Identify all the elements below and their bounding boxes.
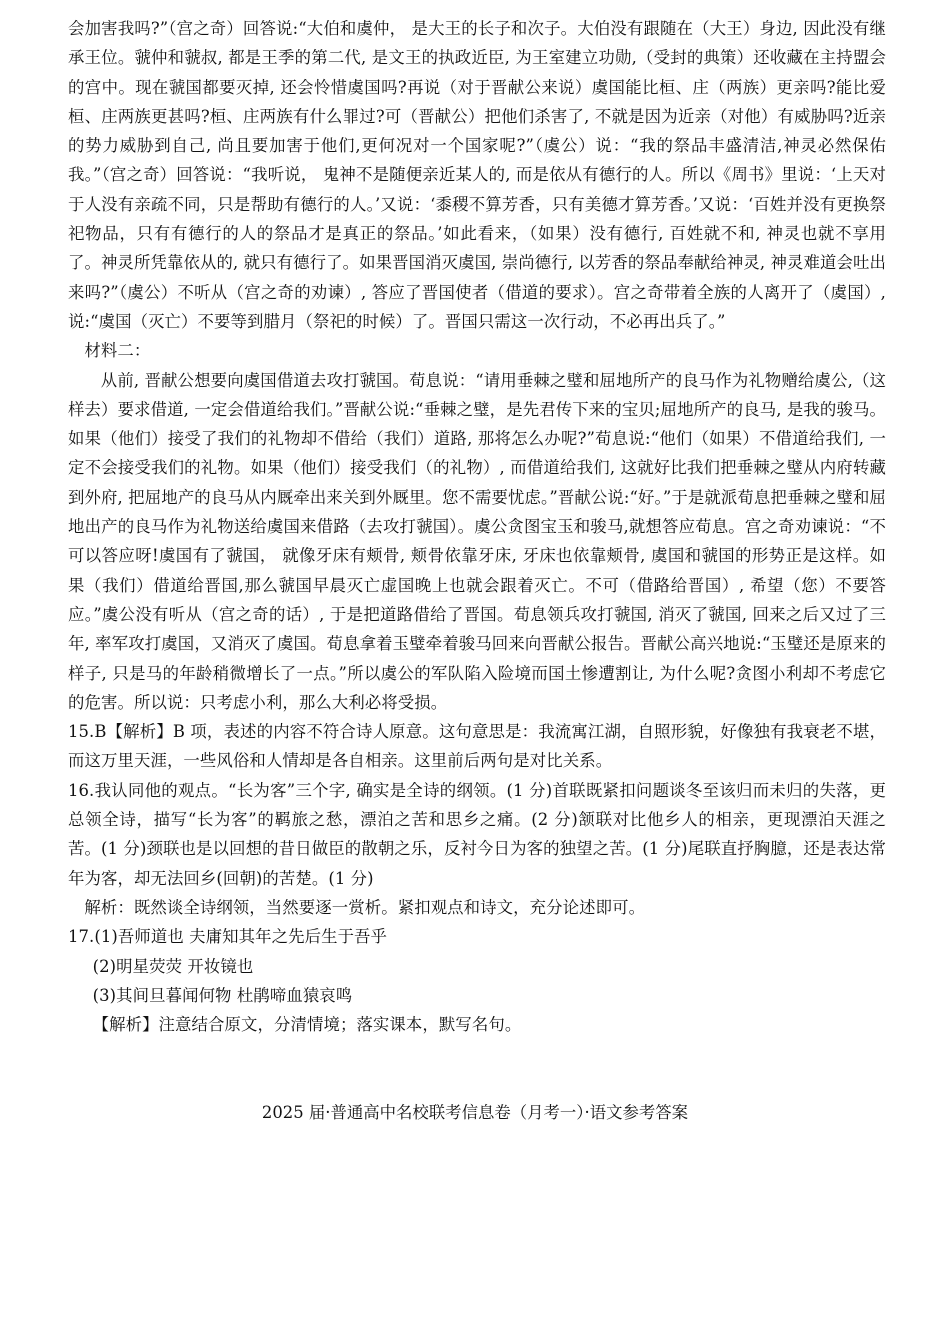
- answer-body: [68, 14, 886, 1039]
- page-footer: 2025 届·普通高中名校联考信息卷（月考一）·语文参考答案: [261, 1103, 689, 1122]
- question-15-answer: 15.B【解析】B 项，表述的内容不符合诗人原意。这句意思是：我流寓江湖，自照形貌，好像独有我衰老不堪，而这万里天涯，一些风俗和人情却是各自相亲。这里前后两句是对比关系。: [68, 722, 886, 771]
- material2-heading: 材料二：: [84, 341, 151, 361]
- material2-translation-paragraph: 从前, 晋献公想要向虞国借道去攻打虢国。荀息说：“请用垂棘之璧和屈地所产的良马作为礼物赠给虞公,（这样去）要求借道, 一定会借道给我们。”晋献公说:“垂棘之璧，是先君传下来的宝贝;屈地所产的良马, 是我的骏马。如果（他们）接受了我们的礼物却不借给（我们）道路, 那将怎么办呢?”荀息说:“他们（如果）不借道给我们, 一定不会接受我们的礼物。如果（他们）接受我们（的礼物）, 而借道给我们, 这就好比我们把垂棘之璧从内府转藏到外府, 把屈地产的良马从内厩牵出来关到外厩里。您不需要忧虑。”晋献公说:“好。”于是就派荀息把垂棘之璧和屈地出产的良马作为礼物送给虞国来借路（去攻打虢国）。虞公贪图宝玉和骏马,就想答应荀息。宫之奇劝谏说：“不可以答应呀!虞国有了虢国， 就像牙床有颊骨, 颊骨依靠牙床, 牙床也依靠颊骨, 虞国和虢国的形势正是这样。如果（我们）借道给晋国,那么虢国早晨灭亡虚国晚上也就会跟着灭亡。不可（借路给晋国）, 希望（您）不要答应。”虞公没有听从（宫之奇的话）, 于是把道路借给了晋国。荀息领兵攻打虢国, 消灭了虢国, 回来之后又过了三年, 率军攻打虞国，又消灭了虞国。荀息拿着玉璧牵着骏马回来向晋献公报告。晋献公高兴地说:“玉璧还是原来的样子, 只是马的年龄稍微增长了一点。”所以虞公的军队陷入险境而国土惨遭割让, 为什么呢?贪图小利却不考虑它的危害。所以说：只考虑小利，那么大利必将受损。: [68, 370, 886, 712]
- question-17-analysis: 【解析】注意结合原文，分清情境；落实课本，默写名句。: [92, 1015, 522, 1035]
- question-17-item-1: 17.(1)吾师道也 夫庸知其年之先后生于吾乎: [68, 927, 388, 947]
- question-17-item-3: (3)其间旦暮闻何物 杜鹃啼血猿哀鸣: [92, 985, 353, 1005]
- question-16-analysis: 解析：既然谈全诗纲领，当然要逐一赏析。紧扣观点和诗文，充分论述即可。: [84, 897, 646, 917]
- material1-translation-paragraph: 会加害我吗?”（宫之奇）回答说:“大伯和虞仲， 是大王的长子和次子。大伯没有跟随在（大王）身边, 因此没有继承王位。虢仲和虢叔, 都是王季的第二代, 是文王的执政近臣, 为王室建立功勋,（受封的典策）还收藏在主持盟会的宫中。现在虢国都要灭掉, 还会怜惜虞国吗?再说（对于晋献公来说）虞国能比桓、庄（两族）更亲吗?能比爱桓、庄两族更甚吗?桓、庄两族有什么罪过?可（晋献公）把他们杀害了, 不就是因为近亲（对他）有威胁吗?近亲的势力威胁到自己, 尚且要加害于他们,更何况对一个国家呢?”（虞公）说：“我的祭品丰盛清洁,神灵必然保佑我。”（宫之奇）回答说：“我听说， 鬼神不是随便亲近某人的, 而是依从有德行的人。所以《周书》里说：‘上天对于人没有亲疏不同，只是帮助有德行的人。’又说：‘黍稷不算芳香，只有美德才算芳香。’又说：‘百姓并没有更换祭祀物品，只有有德行的人的祭品才是真正的祭品。’如此看来，（如果）没有德行, 百姓就不和, 神灵也就不享用了。神灵所凭靠依从的, 就只有德行了。如果晋国消灭虞国, 崇尚德行, 以芳香的祭品奉献给神灵, 神灵难道会吐出来吗?”（虞公）不听从（宫之奇的劝谏）, 答应了晋国使者（借道的要求）。宫之奇带着全族的人离开了（虞国）, 说:“虞国（灭亡）不要等到腊月（祭祀的时候）了。晋国只需这一次行动，不必再出兵了。”: [68, 19, 886, 331]
- question-17-item-2: (2)明星荧荧 开妆镜也: [92, 956, 254, 976]
- question-16-answer: 16.我认同他的观点。“长为客”三个字, 确实是全诗的纲领。(1 分)首联既紧扣问题谈冬至该归而未归的失落，更总领全诗，描写“长为客”的羁旅之愁，漂泊之苦和思乡之痛。(2 分)颔联对比他乡人的相亲，更现漂泊天涯之苦。(1 分)颈联也是以回想的昔日做臣的散朝之乐，反衬今日为客的独望之苦。(1 分)尾联直抒胸臆，还是表达常年为客，却无法回乡(回朝)的苦楚。(1 分): [68, 780, 886, 888]
